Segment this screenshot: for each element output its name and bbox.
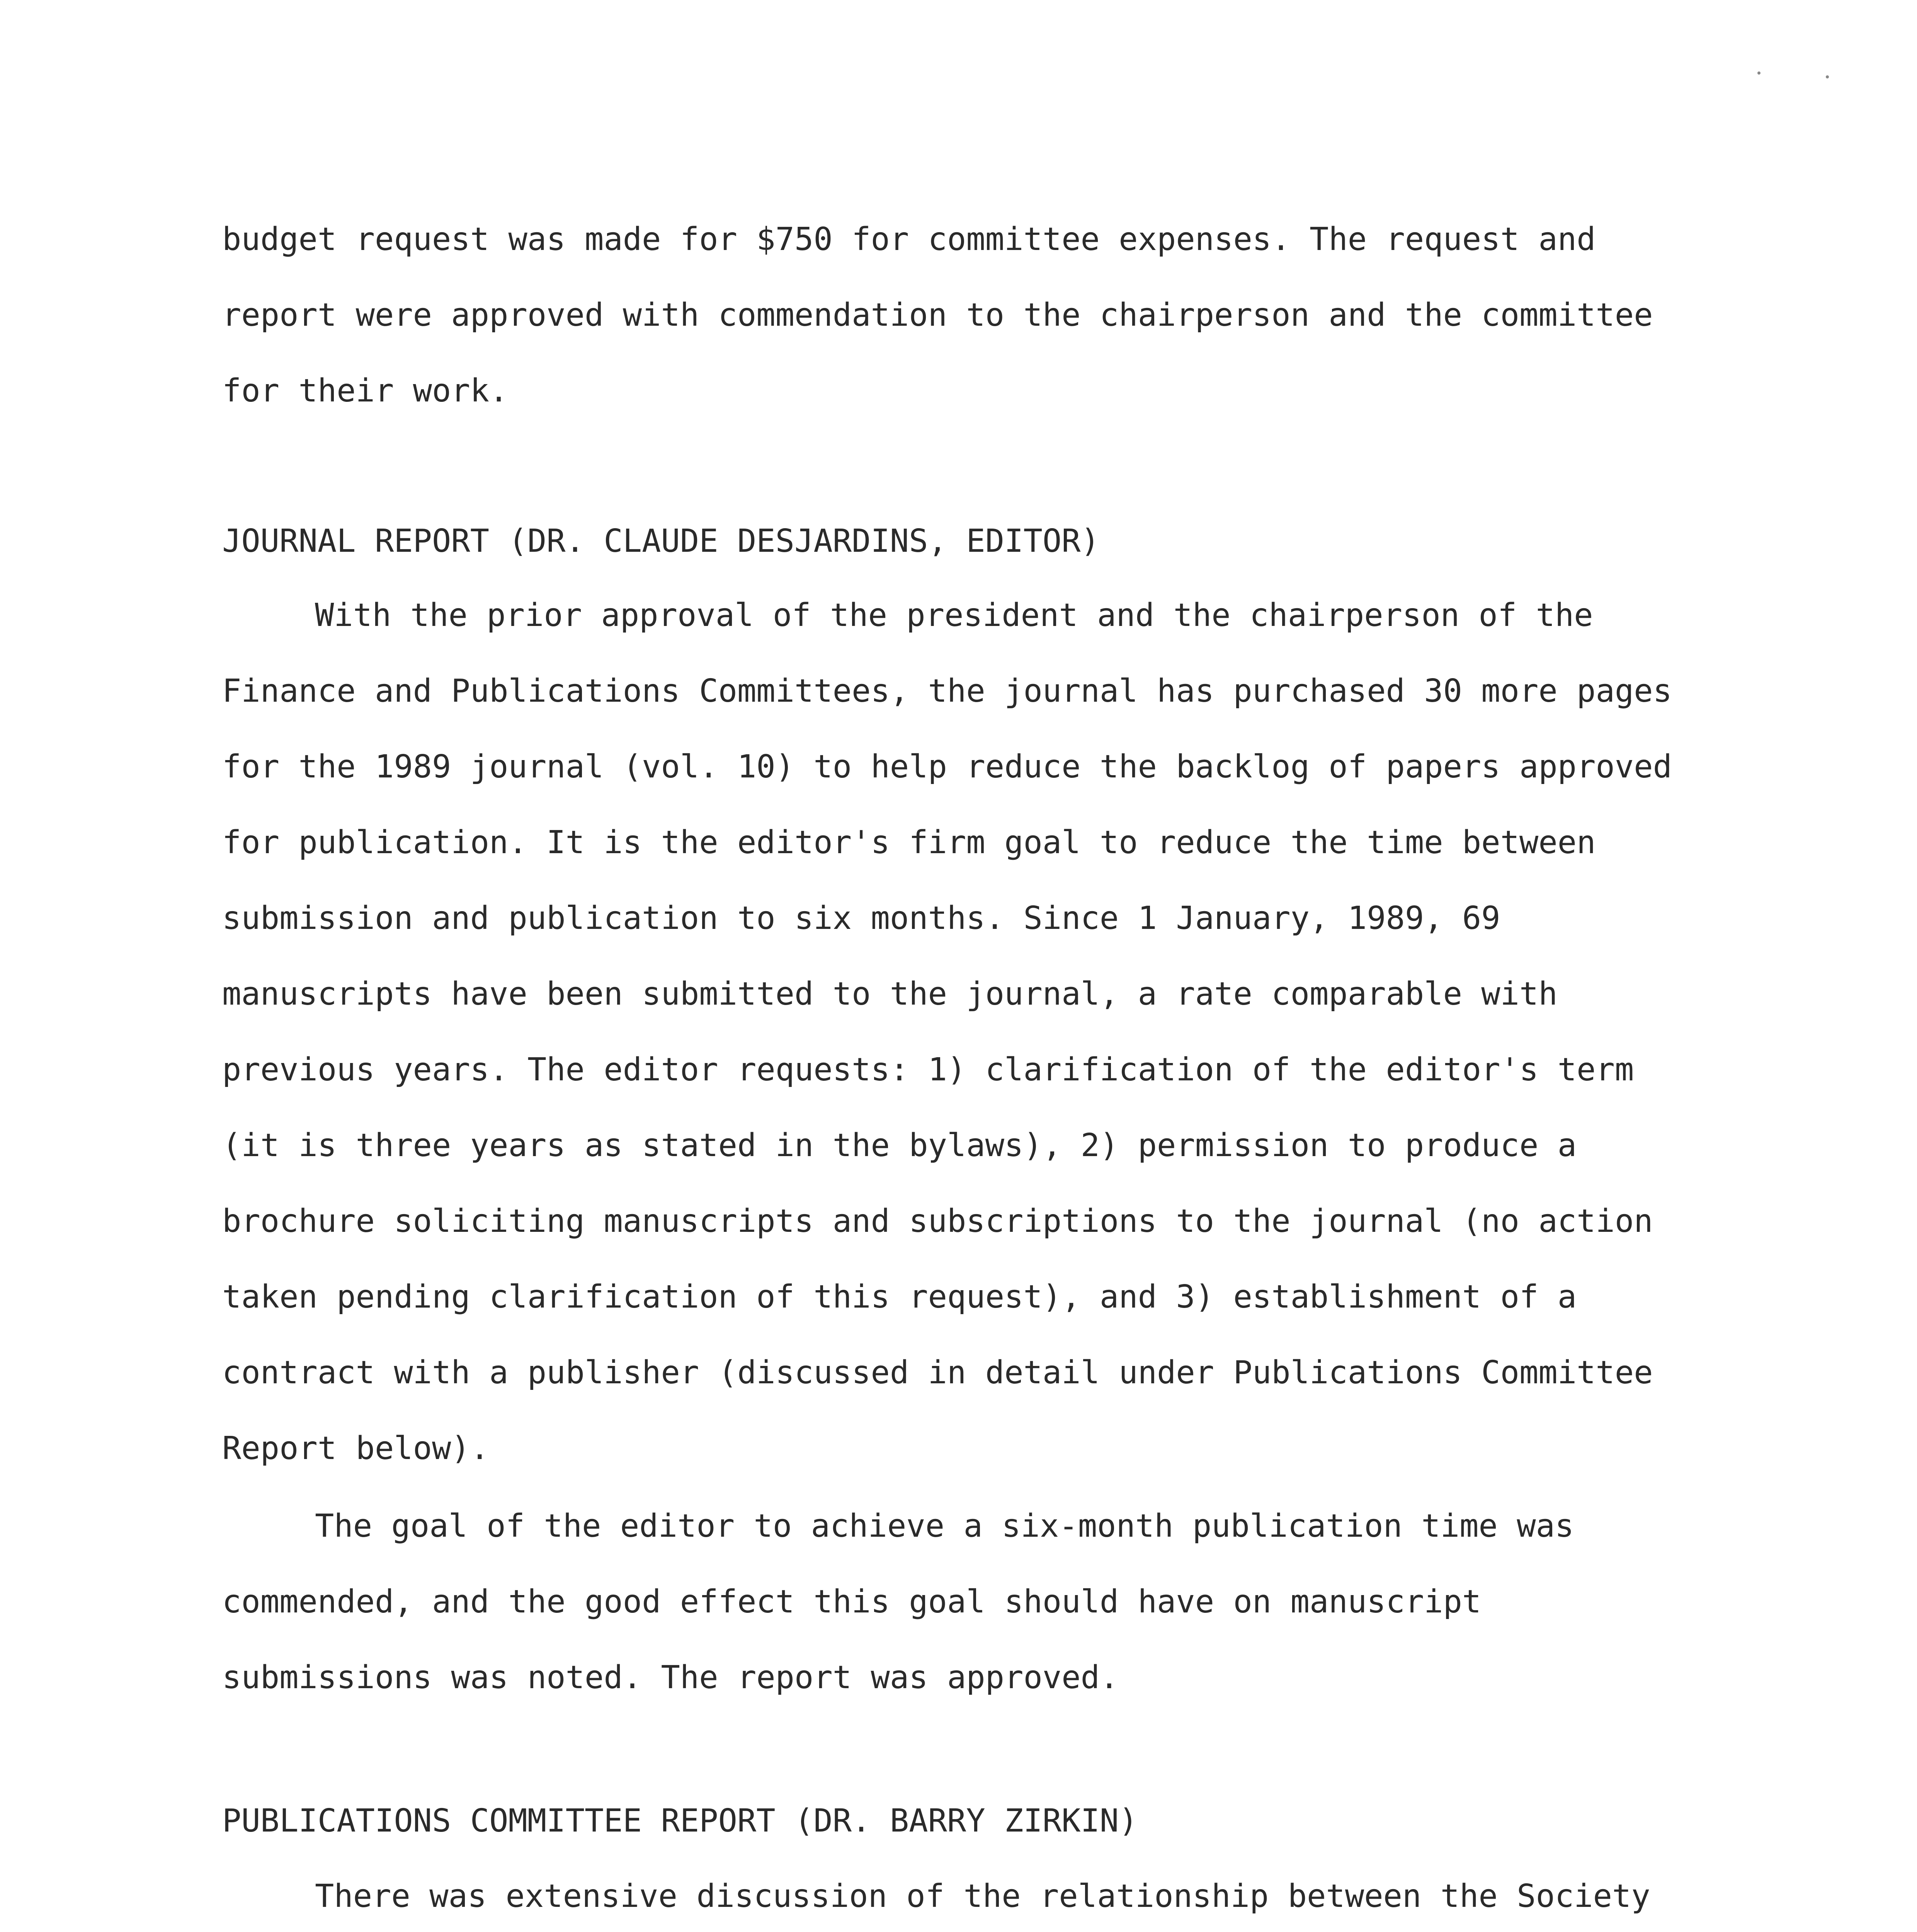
text-line: previous years. The editor requests: 1) clarification of the editor's term <box>222 1051 1634 1088</box>
text-line: for their work. <box>222 372 509 409</box>
opening-paragraph <box>222 202 1691 429</box>
text-line: budget request was made for $750 for committee expenses. The request and <box>222 221 1596 258</box>
publications-report-paragraph-1 <box>222 1859 1691 1932</box>
journal-report-paragraph-2 <box>222 1488 1691 1716</box>
section-heading: JOURNAL REPORT (DR. CLAUDE DESJARDINS, EDITOR) <box>222 523 1100 560</box>
section-heading: PUBLICATIONS COMMITTEE REPORT (DR. BARRY ZIRKIN) <box>222 1803 1138 1839</box>
text-line: for publication. It is the editor's firm goal to reduce the time between <box>222 824 1596 861</box>
text-line: Finance and Publications Committees, the journal has purchased 30 more pages <box>222 673 1672 709</box>
text-line: The goal of the editor to achieve a six-month publication time was <box>315 1508 1574 1544</box>
text-line: for the 1989 journal (vol. 10) to help reduce the backlog of papers approved <box>222 748 1672 785</box>
text-line: brochure soliciting manuscripts and subscriptions to the journal (no action <box>222 1203 1653 1240</box>
journal-report-paragraph-1 <box>222 578 1691 1486</box>
text-line: (it is three years as stated in the bylaws), 2) permission to produce a <box>222 1127 1577 1164</box>
text-line: With the prior approval of the president and the chairperson of the <box>315 597 1593 634</box>
text-line: report were approved with commendation to the chairperson and the committee <box>222 297 1653 333</box>
text-line: contract with a publisher (discussed in detail under Publications Committee <box>222 1354 1653 1391</box>
scan-speck <box>1757 71 1761 75</box>
text-line: submission and publication to six months. Since 1 January, 1989, 69 <box>222 900 1500 937</box>
text-line: submissions was noted. The report was approved. <box>222 1659 1119 1696</box>
text-line: There was extensive discussion of the relationship between the Society <box>315 1878 1650 1915</box>
text-line: manuscripts have been submitted to the journal, a rate comparable with <box>222 976 1558 1012</box>
publications-report-heading <box>222 1783 1691 1859</box>
scan-speck <box>1826 75 1829 78</box>
text-line: Report below). <box>222 1430 490 1467</box>
text-line: commended, and the good effect this goal should have on manuscript <box>222 1583 1482 1620</box>
text-line: taken pending clarification of this request), and 3) establishment of a <box>222 1279 1577 1315</box>
journal-report-heading <box>222 503 1691 579</box>
